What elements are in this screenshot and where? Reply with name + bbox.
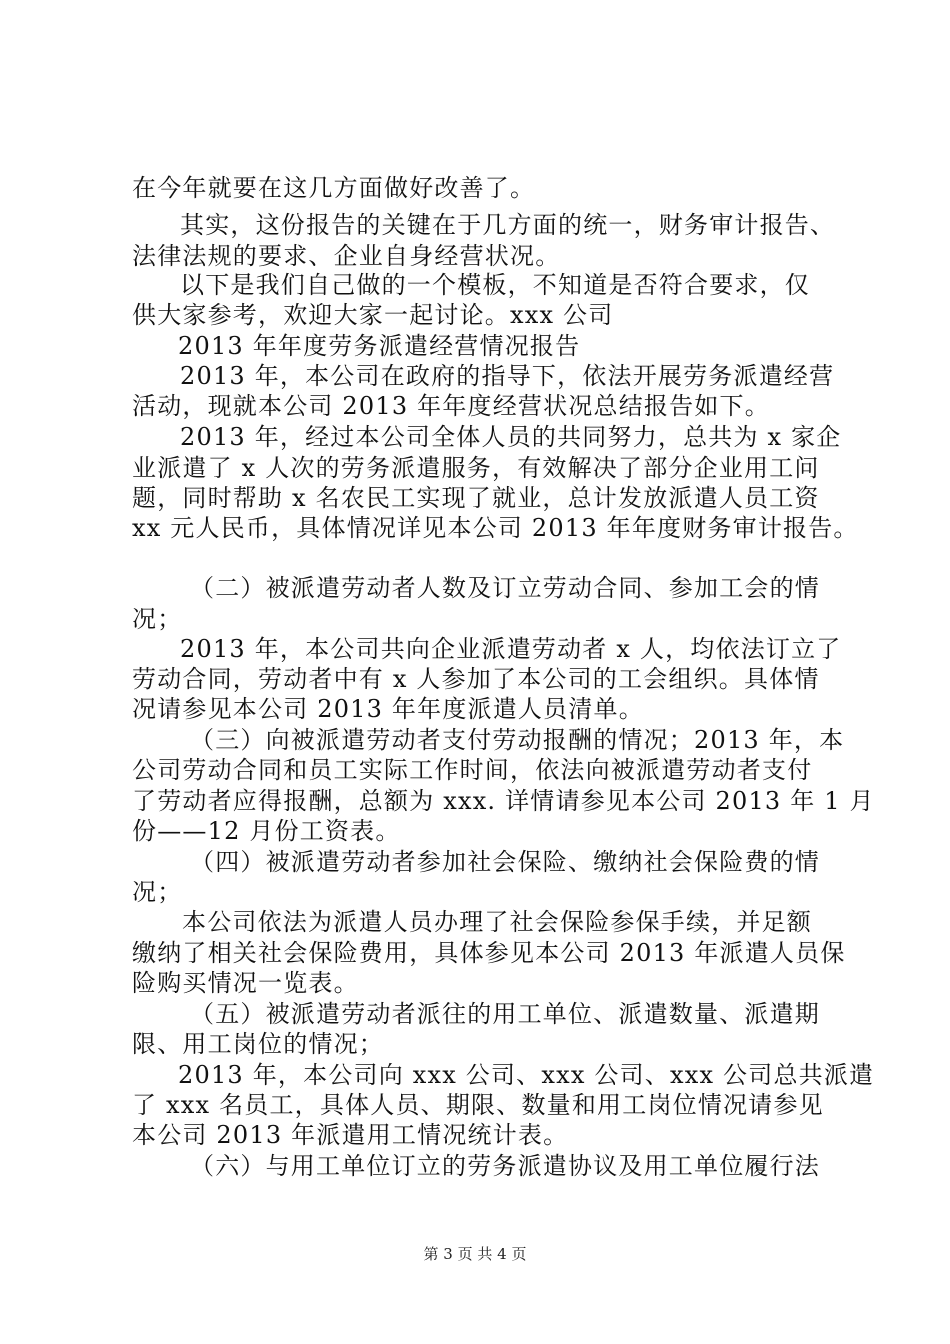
text-line: 供大家参考，欢迎大家一起讨论。xxx 公司 bbox=[132, 301, 614, 329]
text-line: 况请参见本公司 2013 年年度派遣人员清单。 bbox=[132, 695, 644, 723]
text-line: 2013 年，本公司在政府的指导下，依法开展劳务派遣经营 bbox=[180, 362, 835, 390]
text-line: 题，同时帮助 x 名农民工实现了就业，总计发放派遣人员工资 bbox=[132, 484, 820, 512]
text-line: 劳动合同，劳动者中有 x 人参加了本公司的工会组织。具体情 bbox=[132, 665, 820, 693]
text-line: 公司劳动合同和员工实际工作时间，依法向被派遣劳动者支付 bbox=[132, 756, 813, 784]
section-heading: （三）向被派遣劳动者支付劳动报酬的情况；2013 年，本 bbox=[190, 726, 845, 754]
section-heading: （六）与用工单位订立的劳务派遣协议及用工单位履行法 bbox=[190, 1152, 820, 1180]
text-line: 2013 年，本公司向 xxx 公司、xxx 公司、xxx 公司总共派遣 bbox=[178, 1061, 875, 1089]
text-line: 法律法规的要求、企业自身经营状况。 bbox=[132, 242, 561, 270]
text-line: 了劳动者应得报酬，总额为 xxx. 详情请参见本公司 2013 年 1 月 bbox=[132, 787, 875, 815]
text-line: xx 元人民币，具体情况详见本公司 2013 年年度财务审计报告。 bbox=[132, 514, 859, 542]
text-line: 险购买情况一览表。 bbox=[132, 969, 359, 997]
text-line: 份——12 月份工资表。 bbox=[132, 817, 401, 845]
text-line: 本公司依法为派遣人员办理了社会保险参保手续，并足额 bbox=[182, 908, 812, 936]
section-heading: （五）被派遣劳动者派往的用工单位、派遣数量、派遣期 bbox=[190, 1000, 820, 1028]
text-line: 况； bbox=[132, 605, 183, 633]
text-line: 了 xxx 名员工，具体人员、期限、数量和用工岗位情况请参见 bbox=[132, 1091, 824, 1119]
text-line: 业派遣了 x 人次的劳务派遣服务，有效解决了部分企业用工问 bbox=[132, 454, 820, 482]
section-heading: （二）被派遣劳动者人数及订立劳动合同、参加工会的情 bbox=[190, 574, 820, 602]
text-line: 以下是我们自己做的一个模板，不知道是否符合要求，仅 bbox=[180, 271, 810, 299]
text-line: 2013 年，本公司共向企业派遣劳动者 x 人，均依法订立了 bbox=[180, 635, 842, 663]
page-number: 第 3 页 共 4 页 bbox=[423, 1245, 527, 1263]
text-line: 限、用工岗位的情况； bbox=[132, 1030, 384, 1058]
text-line: 2013 年，经过本公司全体人员的共同努力，总共为 x 家企 bbox=[180, 423, 842, 451]
text-line: 缴纳了相关社会保险费用，具体参见本公司 2013 年派遣人员保 bbox=[132, 939, 846, 967]
text-line: 况； bbox=[132, 878, 183, 906]
report-title: 2013 年年度劳务派遣经营情况报告 bbox=[178, 332, 581, 360]
text-line: 在今年就要在这几方面做好改善了。 bbox=[132, 174, 536, 202]
text-line: 其实，这份报告的关键在于几方面的统一，财务审计报告、 bbox=[180, 211, 836, 239]
text-line: 本公司 2013 年派遣用工情况统计表。 bbox=[132, 1121, 569, 1149]
text-line: 活动，现就本公司 2013 年年度经营状况总结报告如下。 bbox=[132, 392, 770, 420]
section-heading: （四）被派遣劳动者参加社会保险、缴纳社会保险费的情 bbox=[190, 848, 820, 876]
